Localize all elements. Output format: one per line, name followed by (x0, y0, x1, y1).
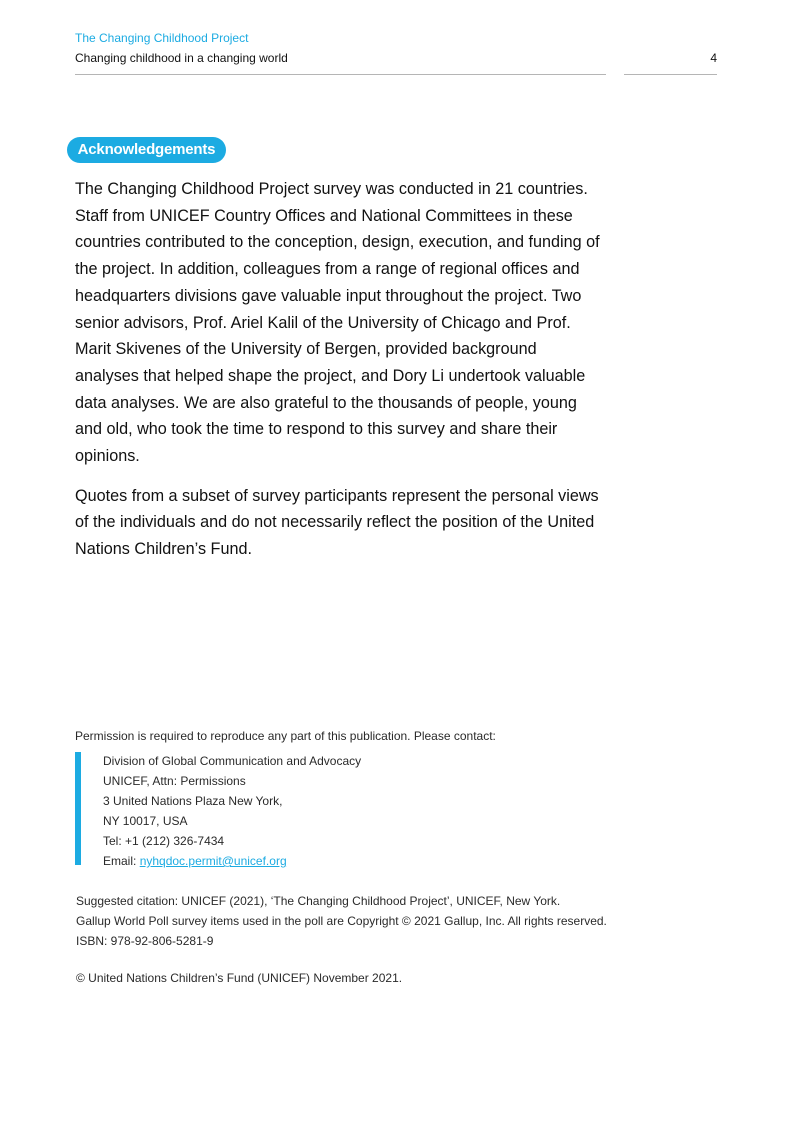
address-line: NY 10017, USA (103, 814, 188, 828)
phone-line: Tel: +1 (212) 326-7434 (103, 834, 225, 848)
suggested-citation: Suggested citation: UNICEF (2021), ‘The Changing Childhood Project’, UNICEF, New York. (76, 894, 561, 908)
address-line: UNICEF, Attn: Permissions (103, 774, 246, 788)
citation-block (76, 891, 607, 951)
permissions-address-block (75, 751, 475, 868)
email-line (103, 851, 361, 871)
email-label: Email: (103, 854, 140, 868)
section-heading-acknowledgements: Acknowledgements (67, 137, 226, 163)
isbn: ISBN: 978-92-806-5281-9 (76, 934, 214, 948)
address-line: Division of Global Communication and Advocacy (103, 754, 362, 768)
header-rule-left (75, 74, 606, 75)
copyright-notice: © United Nations Children’s Fund (UNICEF) November 2021. (76, 971, 403, 985)
gallup-copyright-note: Gallup World Poll survey items used in the poll are Copyright © 2021 Gallup, Inc. All rights reserved. (76, 914, 607, 928)
quotes-disclaimer-paragraph: Quotes from a subset of survey participants represent the personal views of the individuals and do not necessarily reflect the position of the United Nations Children’s Fund. (75, 486, 599, 559)
header-series-title: The Changing Childhood Project (75, 31, 249, 45)
acknowledgements-body (75, 176, 603, 563)
header-rule-right (624, 74, 717, 75)
address-lines (103, 751, 361, 871)
email-link[interactable]: nyhqdoc.permit@unicef.org (139, 854, 287, 868)
acknowledgements-paragraph: The Changing Childhood Project survey was conducted in 21 countries. Staff from UNICEF Country Offices and National Committees in these countries contributed to the conception, design, execution, and funding of the project. In addition, colleagues from a range of regional offices and headquarters divisions gave valuable input throughout the project. Two senior advisors, Prof. Ariel Kalil of the University of Chicago and Prof. Marit Skivenes of the University of Bergen, provided background analyses that helped shape the project, and Dory Li undertook valuable data analyses. We are also grateful to the thousands of people, young and old, who took the time to respond to this survey and share their opinions. (75, 180, 600, 466)
address-line: 3 United Nations Plaza New York, (103, 794, 283, 808)
permission-notice: Permission is required to reproduce any part of this publication. Please contact: (75, 729, 496, 743)
page-number: 4 (710, 51, 717, 65)
header-subtitle: Changing childhood in a changing world (75, 51, 288, 65)
address-accent-bar (75, 752, 81, 865)
